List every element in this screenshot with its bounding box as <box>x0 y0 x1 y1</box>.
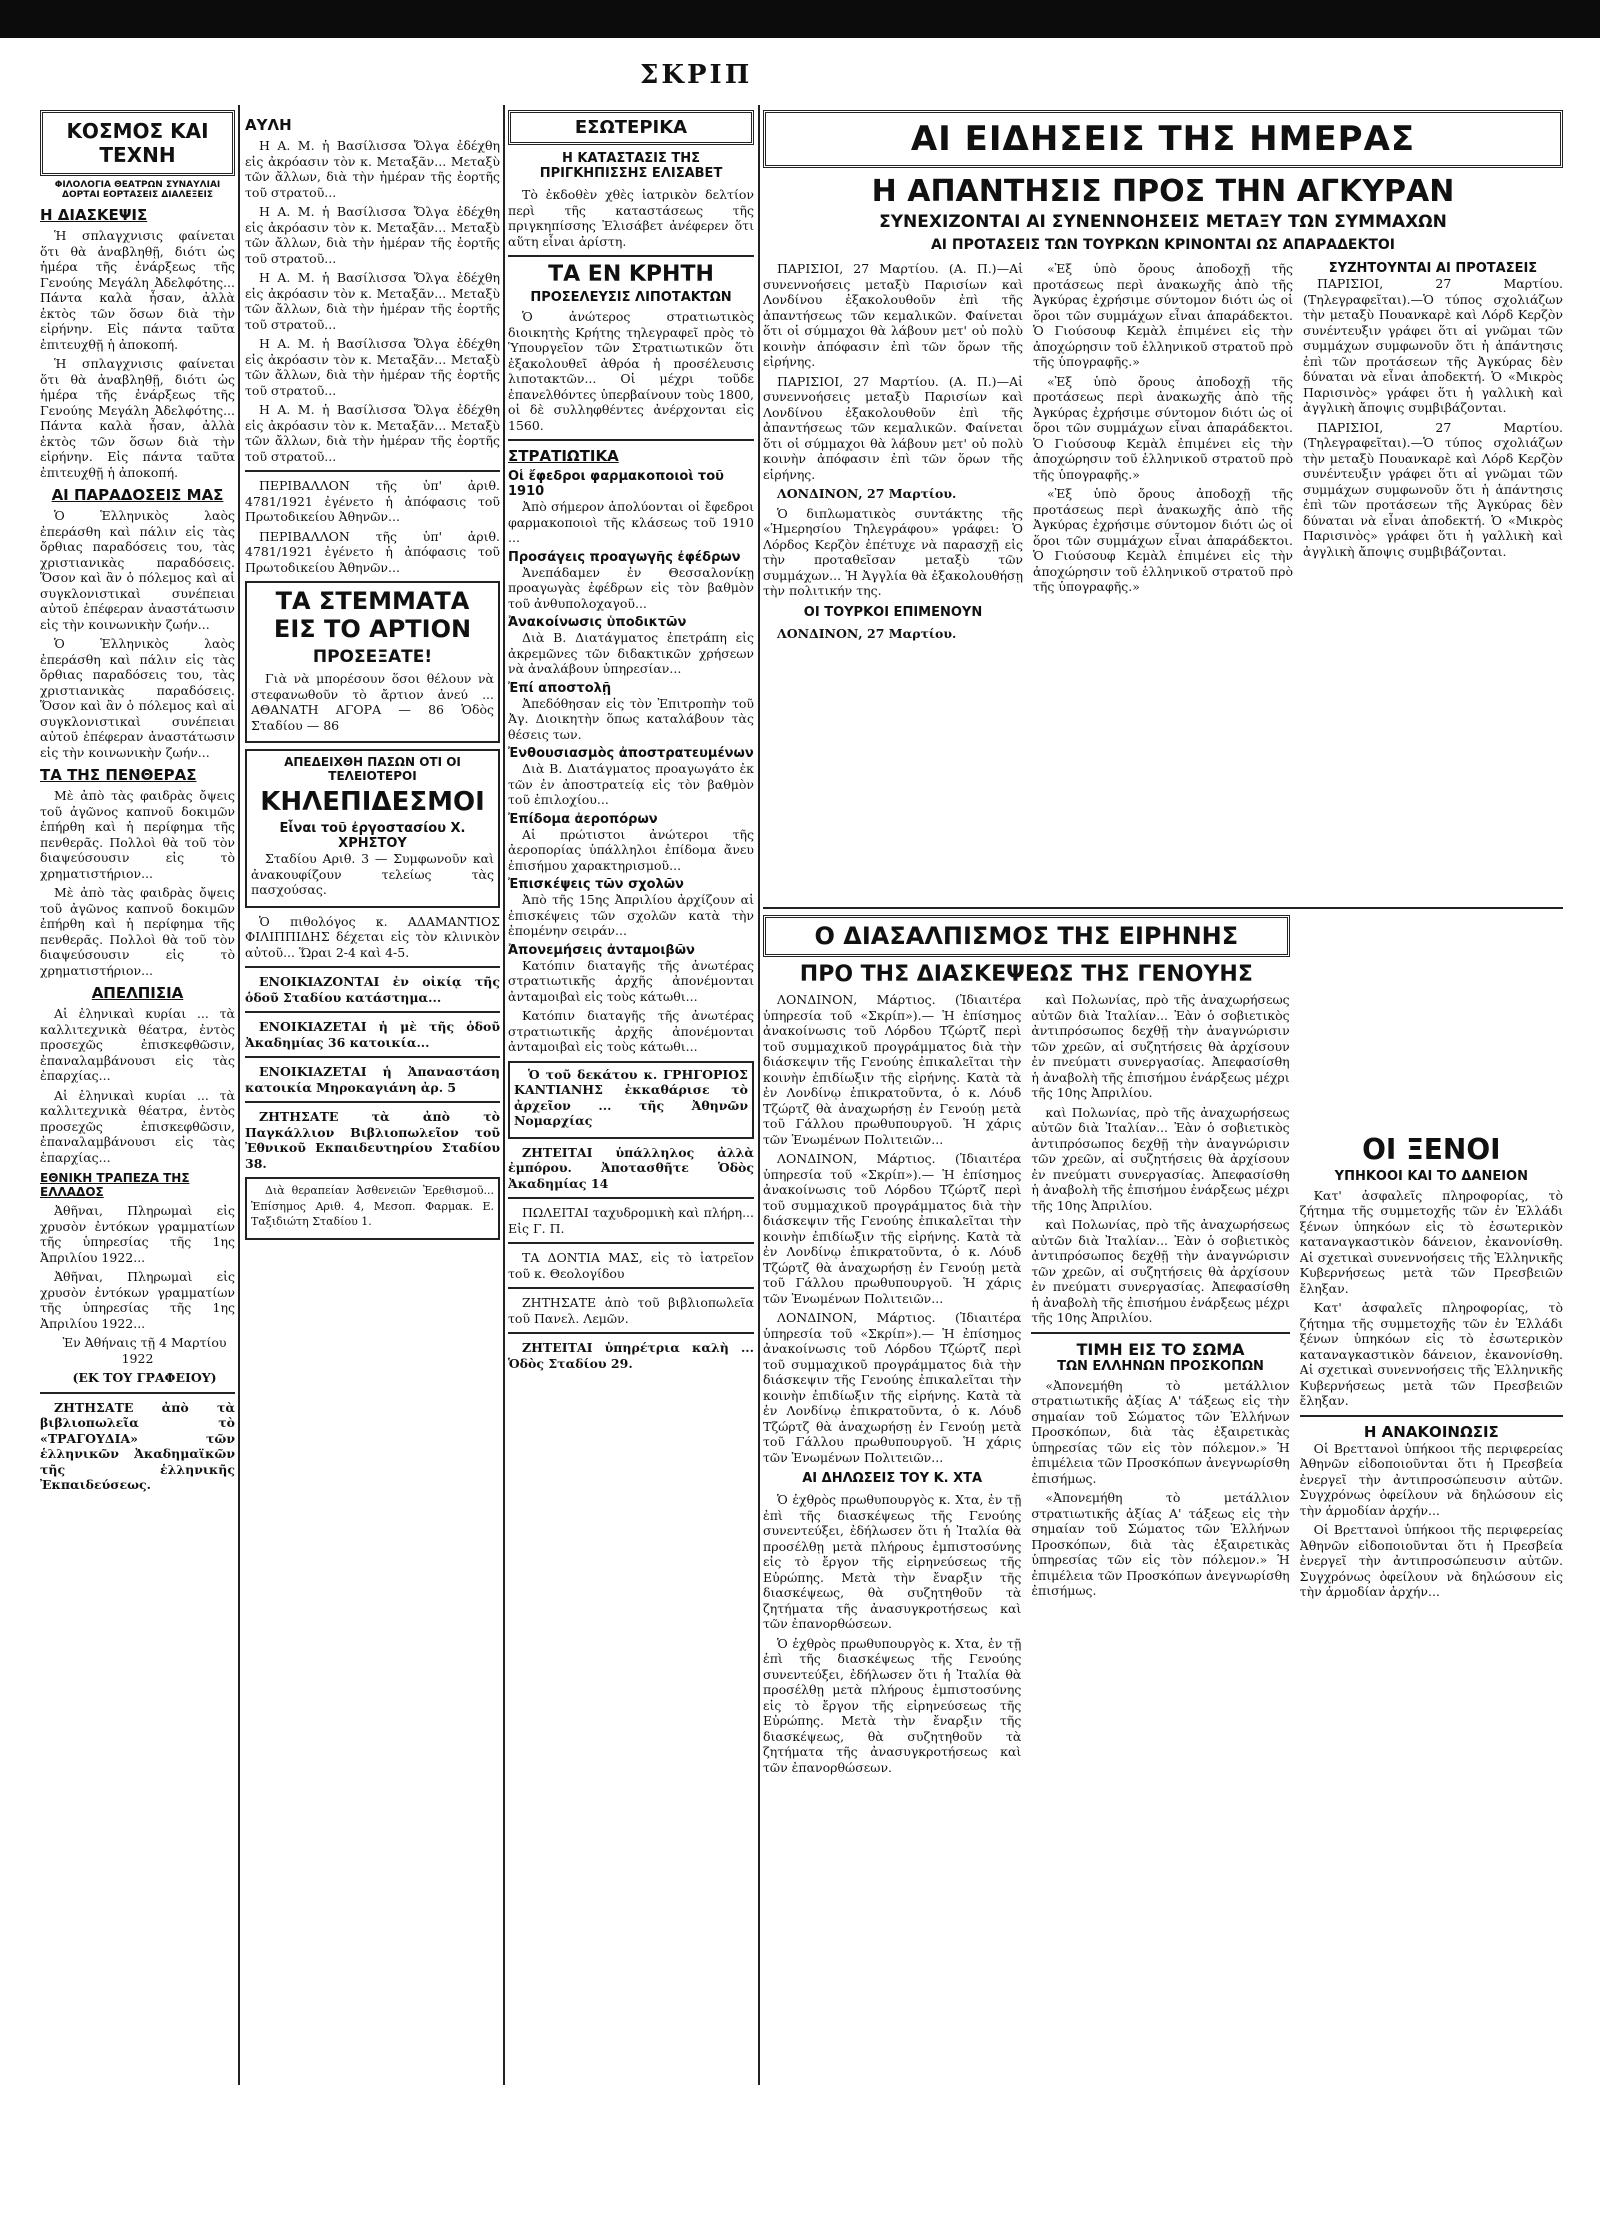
article-text: Κατ' ἀσφαλεῖς πληροφορίας, τὸ ζήτημα τῆς συμμετοχῆς τῶν ἐν Ἑλλάδι ξένων ὑπηκόων εἰς τὸ ἐσωτερικὸν καταναγκαστικὸν δάνειον, ἐκανονίσθη. Αἱ σχετικαὶ συνεννοήσεις τῆς Ἑλληνικῆς Κυβερνήσεως μετὰ τῶν Πρεσβειῶν ἔληξαν. <box>1299 1187 1563 1296</box>
divider <box>508 1332 754 1334</box>
story-column <box>1303 261 1563 901</box>
news-item-heading: Ἐπί αποστολῇ <box>508 680 612 696</box>
article-text: Διὰ B. Διατάγματος ἐπετράπη εἰς ἀκρεμῶνες τῶν διδακτικῶν χρήσεων νὰ ἀναλάβουν ὑπηρεσίαν... <box>508 630 754 677</box>
divider <box>245 1011 500 1013</box>
article-text: ΠΕΡΙΒΑΛΛΟΝ τῆς ὑπ' ἀριθ. 4781/1921 ἐγένετο ἡ ἀπόφασις τοῦ Πρωτοδικείου Ἀθηνῶν... <box>245 478 500 524</box>
article-heading: ΣΤΡΑΤΙΩΤΙΚΑ <box>508 447 619 466</box>
article-text: Ὁ διπλωματικὸς συντάκτης τῆς «Ἡμερησίου Τηλεγράφου» γράφει: Ὁ Λόρδος Κερζὸν ἐπέτυχε νὰ παρασχῇ εἰς τὴν προταθεῖσαν μεταξὺ τῶν συμμάχων... Ἡ Ἀγγλία θὰ ἐξακολουθήσῃ τὴν πολιτικήν της. <box>763 505 1023 599</box>
article-text: Αἱ ἐληνικαὶ κυρίαι ... τὰ καλλιτεχνικὰ θέατρα, ἐντὸς προσεχῶς ἐπισκεφθῶσιν, ἐπαναλαμβάνουσι εἰς τὰς ἐπαρχίας... <box>40 1087 235 1165</box>
divider <box>508 1287 754 1289</box>
classified-ad: ΖΗΤΗΣΑΤΕ ἀπὸ τοῦ βιβλιοπωλεῖα τοῦ Πανελ. Λεμῶν. <box>508 1295 754 1326</box>
advert-bandages <box>245 749 500 908</box>
article-subheading: ΥΠΗΚΟΟΙ ΚΑΙ ΤΟ ΔΑΝΕΙΟΝ <box>1334 1168 1528 1184</box>
classified-ad: ΕΝΟΙΚΙΑΖΕΤΑΙ ἡ Ἀπαναστάση κατοικία Μηροκαγιάνη ἀρ. 5 <box>245 1064 500 1095</box>
article-text: Ἡ σπλαγχνισις φαίνεται ὅτι θὰ ἀναβληθῇ, διότι ὡς ἡμέρα τῆς ἐνάρξεως τῆς Γενούης Μεγάλη Ἀδελφότης... Πάντα καλὰ ἦσαν, ἀλλὰ ἐκτὸς τῶν ὅσων διὰ τὴν εἰρήνην. Εἰς πάντα ταῦτα ἐπιτευχθῇ ἡ ἀποκοπή. <box>40 228 235 352</box>
signature-date: Ἐν Ἀθήναις τῇ 4 Μαρτίου 1922 <box>62 1335 227 1366</box>
news-item-heading: Ἀνακοίνωσις ὑποδικτῶν <box>508 615 687 631</box>
article-text: Ἀθῆναι, Πληρωμαὶ εἰς χρυσὸν ἐντόκων γραμματίων τῆς ὑπηρεσίας τῆς 1ης Ἀπριλίου 1922... <box>40 1269 235 1331</box>
article-text: Κατόπιν διαταγῆς τῆς ἀνωτέρας στρατιωτικῆς ἀρχῆς ἀπονέμονται ἀνταμοιβαὶ εἰς τοὺς κάτωθι... <box>508 1008 754 1055</box>
divider <box>245 1101 500 1103</box>
lower-story-columns <box>763 915 1563 2210</box>
divider <box>1031 1332 1289 1334</box>
news-item-heading: Ἀπονεμήσεις ἀνταμοιβῶν <box>508 942 695 958</box>
article-heading: Η ΔΙΑΣΚΕΨΙΣ <box>40 206 148 224</box>
article-subheading: ΣΥΖΗΤΟΥΝΤΑΙ ΑΙ ΠΡΟΤΑΣΕΙΣ <box>1328 261 1538 277</box>
signature-office: (ΕΚ ΤΟΥ ΓΡΑΦΕΙΟΥ) <box>72 1370 217 1385</box>
divider <box>245 966 500 968</box>
article-text: Τὸ ἐκδοθὲν χθὲς ἰατρικὸν δελτίον περὶ τῆς καταστάσεως τῆς πριγκηπίσσης Ἐλισάβετ ἀνέφερεν ὅτι αὕτη εἶναι ἀρίστη. <box>508 187 754 249</box>
article-subheading: ΤΩΝ ΕΛΛΗΝΩΝ ΠΡΟΣΚΟΠΩΝ <box>1057 1358 1264 1374</box>
classified-ad: ΕΝΟΙΚΙΑΖΟΝΤΑΙ ἐν οἰκίᾳ τῆς ὁδοῦ Σταδίου κατάστημα... <box>245 974 500 1005</box>
article-text: Αἱ ἐληνικαὶ κυρίαι ... τὰ καλλιτεχνικὰ θέατρα, ἐντὸς προσεχῶς ἐπισκεφθῶσιν, ἐπαναλαμβάνουσι εἰς τὰς ἐπαρχίας... <box>40 1006 235 1083</box>
article-text: Η Α. Μ. ἡ Βασίλισσα Ὄλγα ἐδέχθη εἰς ἀκρόασιν τὸν κ. Μεταξᾶν... Μεταξὺ τῶν ἄλλων, διὰ τὴν ἡμέραν τῆς ἐορτῆς τοῦ στρατοῦ... <box>245 270 500 332</box>
advert-body: Ὁ τοῦ δεκάτου κ. ΓΡΗΓΟΡΙΟΣ ΚΑΝΤΙΑΝΗΣ ἐκκαθάρισε τὸ ἀρχεῖον ... τῆς Ἀθηνῶν Νομαρχίας <box>514 1066 748 1129</box>
news-item-heading: Ἐπισκέψεις τῶν σχολῶν <box>508 877 684 893</box>
side-story-column <box>1300 915 1563 2210</box>
article-text: Ἀπεδόθησαν εἰς τὸν Ἐπιτροπὴν τοῦ Ἀγ. Διοικητὴν ὅπως καταλάβουν τὰς θέσεις των. <box>508 695 754 742</box>
article-text: Η Α. Μ. ἡ Βασίλισσα Ὄλγα ἐδέχθη εἰς ἀκρόασιν τὸν κ. Μεταξᾶν... Μεταξὺ τῶν ἄλλων, διὰ τὴν ἡμέραν τῆς ἐορτῆς τοῦ στρατοῦ... <box>245 336 500 398</box>
article-text: καὶ Πολωνίας, πρὸ τῆς ἀναχωρήσεως αὐτῶν διὰ Ἰταλίαν... Ἐὰν ὁ σοβιετικὸς ἀντιπρόσωπος δεχθῇ τὴν ἀναγνώρισιν τῶν χρεῶν, αἱ συζητήσεις θὰ ἀρχίσουν ἐν πνεύματι συνεργασίας. Ἀπεφασίσθη ἡ ἀναβολὴ τῆς ἐπισήμου ἐνάρξεως μέχρι τῆς 10ης Ἀπριλίου. <box>1031 1217 1290 1326</box>
dateline: ΛΟΝΔΙΝΟΝ, 27 Μαρτίου. <box>777 625 957 641</box>
classified-ad: ΖΗΤΗΣΑΤΕ τὰ ἀπὸ τὸ Παγκάλλιον Βιβλιοπωλεῖον τοῦ Ἐθνικοῦ Εκπαιδευτηρίου Σταδίου 38. <box>245 1109 500 1171</box>
story-column <box>1031 992 1289 1779</box>
article-text: Αἱ πρώτιστοι ἀνώτεροι τῆς ἀεροπορίας ὑπάλληλοι ἐπίδομα ἄνευ ἐπισήμου χαρακτηρισμοῦ... <box>508 826 754 873</box>
article-subheading: ΑΙ ΔΗΛΩΣΕΙΣ ΤΟΥ Κ. ΧΤΑ <box>802 1471 983 1487</box>
classified-ad: ΖΗΤΕΙΤΑΙ ὑπηρέτρια καλὴ ... Ὁδὸς Σταδίου 29. <box>508 1340 754 1371</box>
article-text: ΛΟΝΔΙΝΟΝ, Μάρτιος. (Ἰδιαιτέρα ὑπηρεσία τοῦ «Σκρίπ»).— Ἡ ἐπίσημος ἀνακοίνωσις τοῦ Λόρδου Τζώρτζ περὶ τοῦ συμμαχικοῦ προγράμματος διὰ τὴν διάσκεψιν τῆς Γενούης ἐπικαλεῖται τὴν κοινὴν ἐπιδίωξιν τῆς εἰρήνης. Κατὰ τὰ ἐν Λονδίνῳ ἐπικρατοῦντα, ὁ κ. Λόυδ Τζώρτζ θὰ ἀναχωρήσῃ ἐν Γενούῃ μετὰ τοῦ Γάλλου πρωθυπουργοῦ. Ἡ χάρις τῶν Ἑνωμένων Πολιτειῶν... <box>763 992 1022 1147</box>
article-text: Η Α. Μ. ἡ Βασίλισσα Ὄλγα ἐδέχθη εἰς ἀκρόασιν τὸν κ. Μεταξᾶν... Μεταξὺ τῶν ἄλλων, διὰ τὴν ἡμέραν τῆς ἐορτῆς τοῦ στρατοῦ... <box>245 402 500 464</box>
article-heading: ΑΠΕΛΠΙΣΙΑ <box>91 984 184 1002</box>
divider <box>763 907 1563 909</box>
divider <box>245 1056 500 1058</box>
advert-subtitle: Εἶναι τοῦ ἐργοστασίου Χ. ΧΡΗΣΤΟΥ <box>279 821 466 851</box>
article-text: Μὲ ἀπὸ τὰς φαιδρὰς ὄψεις τοῦ ἀγῶνος καπνοῦ δοκιμῶν ἐπήρθη καὶ ἡ περίφημα τῆς πενθερᾶς. Πολλοὶ θὰ τοῦ τὸν διαψεύσουσιν εἰς τὸ χρηματιστήριον... <box>40 885 235 978</box>
article-heading: ΟΙ ΞΕΝΟΙ <box>1362 1133 1501 1167</box>
article-text: Ἡ σπλαγχνισις φαίνεται ὅτι θὰ ἀναβληθῇ, διότι ὡς ἡμέρα τῆς ἐνάρξεως τῆς Γενούης Μεγάλη Ἀδελφότης... Πάντα καλὰ ἦσαν, ἀλλὰ ἐκτὸς τῶν ὅσων διὰ τὴν εἰρήνην. Εἰς πάντα ταῦτα ἐπιτευχθῇ ἡ ἀποκοπή. <box>40 356 235 480</box>
article-text: Κατ' ἀσφαλεῖς πληροφορίας, τὸ ζήτημα τῆς συμμετοχῆς τῶν ἐν Ἑλλάδι ξένων ὑπηκόων εἰς τὸ ἐσωτερικὸν καταναγκαστικὸν δάνειον, ἐκανονίσθη. Αἱ σχετικαὶ συνεννοήσεις τῆς Ἑλληνικῆς Κυβερνήσεως μετὰ τῶν Πρεσβειῶν ἔληξαν. <box>1299 1300 1563 1409</box>
article-text: «Ἀπονεμήθη τὸ μετάλλιον στρατιωτικῆς ἀξίας Α' τάξεως εἰς τὴν σημαίαν τοῦ Σώματος τῶν Ἑλλήνων Προσκόπων, διὰ τὰς ἐξαιρετικὰς ὑπηρεσίας τῶν εἰς τὸν πόλεμον.» Ἡ ἐπιμέλεια τῶν Προσκόπων ἀνεγνωρίσθη ἐπισήμως. <box>1031 1490 1290 1599</box>
divider <box>1300 1415 1563 1417</box>
headline: Η ΑΠΑΝΤΗΣΙΣ ΠΡΟΣ ΤΗΝ ΑΓΚΥΡΑΝ <box>871 174 1455 209</box>
article-text: Ὁ ἐχθρὸς πρωθυπουργὸς κ. Χτα, ἐν τῇ ἐπὶ τῆς διασκέψεως τῆς Γενούης συνεντεύξει, ἐδήλωσεν ὅτι ἡ Ἰταλία θὰ προσέλθῃ μετὰ πλήρους ἐμπιστοσύνης εἰς τὸ ἔργον τῆς εἰρηνεύσεως τῆς Εὐρώπης. Μετὰ τὴν ἔναρξιν τῆς διασκέψεως, θὰ συζητηθοῦν τὰ ζητήματα τῆς ἀνασυγκροτήσεως καὶ τῶν ἐπανορθώσεων. <box>763 1635 1022 1775</box>
article-text: Ἀθῆναι, Πληρωμαὶ εἰς χρυσὸν ἐντόκων γραμματίων τῆς ὑπηρεσίας τῆς 1ης Ἀπριλίου 1922... <box>40 1203 235 1265</box>
article-text: ΠΑΡΙΣΙΟΙ, 27 Μαρτίου. (Τηλεγραφεῖται).—Ὁ τύπος σχολιάζων τὴν μεταξὺ Πουανκαρὲ καὶ Λόρδ Κερζὸν συνέντευξιν γράφει ὅτι αἱ γνῶμαι τῶν συμμάχων συμφωνοῦν ὅτι ἡ ἀπάντησις ἐπὶ τῶν προτάσεων τῆς Ἀγκύρας δὲν δύναται νὰ εἶναι ἀποδεκτή. Ὁ «Μικρὸς Παρισινὸς» γράφει ὅτι ἡ γαλλικὴ καὶ ἀγγλικὴ ἄποψις συμβιβάζονται. <box>1303 276 1563 416</box>
article-text: Ὁ ἀνώτερος στρατιωτικὸς διοικητὴς Κρήτης τηλεγραφεῖ πρὸς τὸ Ὑπουργεῖον τῶν Στρατιωτικῶν ὅτι ἐξακολουθεῖ ἀθρόα ἡ προσέλευσις λιποτακτῶν... Οἱ μέχρι τοῦδε ἐπανελθόντες ὑπερβαίνουν τοὺς 1800, οἱ δὲ συλληφθέντες ἀνέρχονται εἰς 1560. <box>508 309 754 433</box>
advert-subtitle: ΠΡΟΣΕΞΑΤΕ! <box>312 647 433 667</box>
subheadline: ΣΥΝΕΧΙΖΟΝΤΑΙ ΑΙ ΣΥΝΕΝΝΟΗΣΕΙΣ ΜΕΤΑΞΥ ΤΩΝ ΣΥΜΜΑΧΩΝ <box>879 211 1447 232</box>
article-text: Η Α. Μ. ἡ Βασίλισσα Ὄλγα ἐδέχθη εἰς ἀκρόασιν τὸν κ. Μεταξᾶν... Μεταξὺ τῶν ἄλλων, διὰ τὴν ἡμέραν τῆς ἐορτῆς τοῦ στρατοῦ... <box>245 204 500 266</box>
news-item-heading: Οἱ ἔφεδροι φαρμακοποιοὶ τοῦ 1910 <box>508 469 724 500</box>
genoa-columns <box>763 992 1290 1779</box>
main-news <box>763 110 1563 2210</box>
dateline: ΛΟΝΔΙΝΟΝ, 27 Μαρτίου. <box>777 486 957 502</box>
section-title: ΕΣΩΤΕΡΙΚΑ <box>508 110 754 145</box>
column-rule <box>758 105 760 2085</box>
article-text: Ὁ ἐχθρὸς πρωθυπουργὸς κ. Χτα, ἐν τῇ ἐπὶ τῆς διασκέψεως τῆς Γενούης συνεντεύξει, ἐδήλωσεν ὅτι ἡ Ἰταλία θὰ προσέλθῃ μετὰ πλήρους ἐμπιστοσύνης εἰς τὸ ἔργον τῆς εἰρηνεύσεως τῆς Εὐρώπης. Μετὰ τὴν ἔναρξιν τῆς διασκέψεως, θὰ συζητηθοῦν τὰ ζητήματα τῆς ἀνασυγκροτήσεως καὶ τῶν ἐπανορθώσεων. <box>763 1492 1022 1632</box>
story-column <box>1033 261 1293 901</box>
classified-ad: ΤΑ ΔΟΝΤΙΑ ΜΑΣ, εἰς τὸ ἰατρεῖον τοῦ κ. Θεολογίδου <box>508 1250 754 1281</box>
article-heading: ΤΙΜΗ ΕΙΣ ΤΟ ΣΩΜΑ <box>1076 1339 1245 1359</box>
article-subheading: ΟΙ ΤΟΥΡΚΟΙ ΕΠΙΜΕΝΟΥΝ <box>803 604 983 620</box>
classified-ad: ΖΗΤΕΙΤΑΙ ὑπάλληλος ἀλλὰ ἐμπόρου. Ἀποτασθῆτε Ὁδὸς Ἀκαδημίας 14 <box>508 1144 754 1191</box>
top-story-columns <box>763 261 1563 901</box>
advert-body: Γιὰ νὰ μπορέσουν ὅσοι θέλουν νὰ στεφανωθοῦν τὸ ἄρτιον ἀνεύ ... ΑΘΑΝΑΤΗ ΑΓΟΡΑ — 86 Ὁδὸς Σταδίου — 86 <box>251 671 494 733</box>
article-text: «Ἐξ ὑπὸ ὄρους ἀποδοχῇ τῆς προτάσεως περὶ ἀνακωχῆς ἀπὸ τῆς Ἀγκύρας ἐχρήσιμε σύντομον διότι ὡς οἱ ὅροι τῶν συμμάχων εἶναι ἀπαράδεκτοι. Ὁ Γιούσουφ Κεμὰλ ἐπιμένει εἰς τὴν ἀποχώρησιν τοῦ ἑλληνικοῦ στρατοῦ πρὸ τῆς ὑπογραφῆς.» <box>1033 373 1293 482</box>
article-text: Ἀπὸ τῆς 15ης Ἀπριλίου ἀρχίζουν αἱ ἐπισκέψεις τῶν σχολῶν κατὰ τὴν ἐπομένην σειράν... <box>508 892 754 939</box>
headline: Ο ΔΙΑΣΑΛΠΙΣΜΟΣ ΤΗΣ ΕΙΡΗΝΗΣ <box>763 915 1290 957</box>
news-item-heading: Ἐπίδομα ἀεροπόρων <box>508 811 658 827</box>
article-text: καὶ Πολωνίας, πρὸ τῆς ἀναχωρήσεως αὐτῶν διὰ Ἰταλίαν... Ἐὰν ὁ σοβιετικὸς ἀντιπρόσωπος δεχθῇ τὴν ἀναγνώρισιν τῶν χρεῶν, αἱ συζητήσεις θὰ ἀρχίσουν ἐν πνεύματι συνεργασίας. Ἀπεφασίσθη ἡ ἀναβολὴ τῆς ἐπισήμου ἐνάρξεως μέχρι τῆς 10ης Ἀπριλίου. <box>1031 1104 1290 1213</box>
column-domestic <box>508 110 754 2210</box>
article-text: καὶ Πολωνίας, πρὸ τῆς ἀναχωρήσεως αὐτῶν διὰ Ἰταλίαν... Ἐὰν ὁ σοβιετικὸς ἀντιπρόσωπος δεχθῇ τὴν ἀναγνώρισιν τῶν χρεῶν, αἱ συζητήσεις θὰ ἀρχίσουν ἐν πνεύματι συνεργασίας. Ἀπεφασίσθη ἡ ἀναβολὴ τῆς ἐπισήμου ἐνάρξεως μέχρι τῆς 10ης Ἀπριλίου. <box>1031 992 1290 1101</box>
article-heading: ΑΙ ΠΑΡΑΔΟΣΕΙΣ ΜΑΣ <box>51 486 224 504</box>
article-text: ΛΟΝΔΙΝΟΝ, Μάρτιος. (Ἰδιαιτέρα ὑπηρεσία τοῦ «Σκρίπ»).— Ἡ ἐπίσημος ἀνακοίνωσις τοῦ Λόρδου Τζώρτζ περὶ τοῦ συμμαχικοῦ προγράμματος διὰ τὴν διάσκεψιν τῆς Γενούης ἐπικαλεῖται τὴν κοινὴν ἐπιδίωξιν τῆς εἰρήνης. Κατὰ τὰ ἐν Λονδίνῳ ἐπικρατοῦντα, ὁ κ. Λόυδ Τζώρτζ θὰ ἀναχωρήσῃ ἐν Γενούῃ μετὰ τοῦ Γάλλου πρωθυπουργοῦ. Ἡ χάρις τῶν Ἑνωμένων Πολιτειῶν... <box>763 1310 1022 1465</box>
classified-ad: ΕΝΟΙΚΙΑΖΕΤΑΙ ἡ μὲ τῆς ὁδοῦ Ἀκαδημίας 36 κατοικία... <box>245 1019 500 1050</box>
article-text: Η Α. Μ. ἡ Βασίλισσα Ὄλγα ἐδέχθη εἰς ἀκρόασιν τὸν κ. Μεταξᾶν... Μεταξὺ τῶν ἄλλων, διὰ τὴν ἡμέραν τῆς ἐορτῆς τοῦ στρατοῦ... <box>245 138 500 200</box>
section-title: ΚΟΣΜΟΣ ΚΑΙ ΤΕΧΝΗ <box>40 110 235 176</box>
divider <box>508 1242 754 1244</box>
advert-notice <box>508 1061 754 1139</box>
news-item-heading: Προσάγεις προαγωγῆς ἐφέδρων <box>508 549 741 565</box>
article-text: Μὲ ἀπὸ τὰς φαιδρὰς ὄψεις τοῦ ἀγῶνος καπνοῦ δοκιμῶν ἐπήρθη καὶ ἡ περίφημα τῆς πενθερᾶς. Πολλοὶ θὰ τοῦ τὸν διαψεύσουσιν εἰς τὸ χρηματιστήριον... <box>40 788 235 881</box>
article-text: Κατόπιν διαταγῆς τῆς ἀνωτέρας στρατιωτικῆς ἀρχῆς ἀπονέμονται ἀνταμοιβαὶ εἰς τοὺς κάτωθι... <box>508 957 754 1004</box>
advert-headline: ΚΗΛΕΠΙΔΕΣΜΟΙ <box>260 787 485 817</box>
classified-ad: ΠΩΛΕΙΤΑΙ ταχυδρομικὴ καὶ πλήρη... Εἰς Γ. Π. <box>508 1205 754 1236</box>
subheadline: ΠΡΟ ΤΗΣ ΔΙΑΣΚΕΨΕΩΣ ΤΗΣ ΓΕΝΟΥΗΣ <box>799 962 1253 988</box>
article-text: «Ἐξ ὑπὸ ὄρους ἀποδοχῇ τῆς προτάσεως περὶ ἀνακωχῆς ἀπὸ τῆς Ἀγκύρας ἐχρήσιμε σύντομον διότι ὡς οἱ ὅροι τῶν συμμάχων εἶναι ἀπαράδεκτοι. Ὁ Γιούσουφ Κεμὰλ ἐπιμένει εἰς τὴν ἀποχώρησιν τοῦ ἑλληνικοῦ στρατοῦ πρὸ τῆς ὑπογραφῆς.» <box>1033 486 1293 595</box>
article-heading: Η ΚΑΤΑΣΤΑΣΙΣ ΤΗΣ ΠΡΙΓΚΗΠΙΣΣΗΣ ΕΛΙΣΑΒΕΤ <box>539 151 723 181</box>
column-rule <box>238 105 240 2085</box>
article-heading: ΤΑ ΤΗΣ ΠΕΝΘΕΡΑΣ <box>40 766 197 784</box>
main-title: ΑΙ ΕΙΔΗΣΕΙΣ ΤΗΣ ΗΜΕΡΑΣ <box>763 110 1563 168</box>
genoa-story <box>763 915 1290 2210</box>
article-heading: ΤΑ ΕΝ ΚΡΗΤΗ <box>548 262 714 287</box>
article-heading: Η ΑΝΑΚΟΙΝΩΣΙΣ <box>1363 1422 1499 1441</box>
subheadline: ΑΙ ΠΡΟΤΑΣΕΙΣ ΤΩΝ ΤΟΥΡΚΩΝ ΚΡΙΝΟΝΤΑΙ ΩΣ ΑΠΑΡΑΔΕΚΤΟΙ <box>930 237 1396 254</box>
article-text: Ἀνεπάδαμεν ἐν Θεσσαλονίκῃ προαγωγὰς ἐφέδρων εἰς τὸν βαθμὸν τοῦ ἀνθυπολοχαγοῦ... <box>508 564 754 611</box>
divider <box>508 255 754 257</box>
advert-pharmacy <box>245 1177 500 1240</box>
masthead: ΣΚΡΙΠ <box>640 60 753 90</box>
story-column <box>763 261 1023 901</box>
article-text: Οἱ Βρεττανοὶ ὑπήκοοι τῆς περιφερείας Ἀθηνῶν εἰδοποιοῦνται ὅτι ἡ Πρεσβεία ἐνεργεῖ τὴν ἀντιπροσώπευσιν αὐτῶν. Συγχρόνως ὀφείλουν νὰ δηλώσουν εἰς τὴν ἁρμοδίαν ἀρχήν... <box>1299 1440 1563 1518</box>
article-text: Διὰ B. Διατάγματος προαγωγάτο ἐκ τῶν ἐν ἀποστρατείᾳ εἰς τὸν βαθμὸν τοῦ ἐπιλοχίου... <box>508 761 754 808</box>
article-text: ΛΟΝΔΙΝΟΝ, Μάρτιος. (Ἰδιαιτέρα ὑπηρεσία τοῦ «Σκρίπ»).— Ἡ ἐπίσημος ἀνακοίνωσις τοῦ Λόρδου Τζώρτζ περὶ τοῦ συμμαχικοῦ προγράμματος διὰ τὴν διάσκεψιν τῆς Γενούης ἐπικαλεῖται τὴν κοινὴν ἐπιδίωξιν τῆς εἰρήνης. Κατὰ τὰ ἐν Λονδίνῳ ἐπικρατοῦντα, ὁ κ. Λόυδ Τζώρτζ θὰ ἀναχωρήσῃ ἐν Γενούῃ μετὰ τοῦ Γάλλου πρωθυπουργοῦ. Ἡ χάρις τῶν Ἑνωμένων Πολιτειῶν... <box>763 1151 1022 1306</box>
advert-body: Διὰ θεραπείαν Ἀσθενειῶν Ἐρεθισμοῦ... Ἐπίσημος Αριθ. 4, Μεσοπ. Φαρμακ. Ε. Ταξιδιώτη Σταδίου 1. <box>251 1184 494 1228</box>
divider <box>245 470 500 472</box>
article-text: «Ἐξ ὑπὸ ὄρους ἀποδοχῇ τῆς προτάσεως περὶ ἀνακωχῆς ἀπὸ τῆς Ἀγκύρας ἐχρήσιμε σύντομον διότι ὡς οἱ ὅροι τῶν συμμάχων εἶναι ἀπαράδεκτοι. Ὁ Γιούσουφ Κεμὰλ ἐπιμένει εἰς τὴν ἀποχώρησιν τοῦ ἑλληνικοῦ στρατοῦ πρὸ τῆς ὑπογραφῆς.» <box>1033 261 1293 370</box>
advert-text: ΖΗΤΗΣΑΤΕ ἀπὸ τὰ βιβλιοπωλεῖα τὸ «ΤΡΑΓΟΥΔΙΑ» τῶν ἑλληνικῶν Ἀκαδημαϊκῶν τῆς ἑλληνικῆς Ἐκπαιδεύσεως. <box>40 1399 235 1492</box>
divider <box>40 1392 235 1394</box>
article-subheading: ΠΡΟΣΕΛΕΥΣΙΣ ΛΙΠΟΤΑΚΤΩΝ <box>530 290 732 306</box>
article-text: Ὁ Ἑλληνικὸς λαὸς ἐπεράσθη καὶ πάλιν εἰς τὰς ὄρθιας παραδόσεις του, τὰς χριστιανικὰς παραδόσεις. Ὅσον καὶ ἂν ὁ πόλεμος καὶ αἱ συγκλονιστικαὶ συνέπειαι αὐτοῦ ἐπέφεραν ἀναστάτωσιν εἰς τὴν κοινωνικὴν ζωήν... <box>40 508 235 632</box>
article-text: ΠΕΡΙΒΑΛΛΟΝ τῆς ὑπ' ἀριθ. 4781/1921 ἐγένετο ἡ ἀπόφασις τοῦ Πρωτοδικείου Ἀθηνῶν... <box>245 528 500 575</box>
article-text: Οἱ Βρεττανοὶ ὑπήκοοι τῆς περιφερείας Ἀθηνῶν εἰδοποιοῦνται ὅτι ἡ Πρεσβεία ἐνεργεῖ τὴν ἀντιπροσώπευσιν αὐτῶν. Συγχρόνως ὀφείλουν νὰ δηλώσουν εἰς τὴν ἁρμοδίαν ἀρχήν... <box>1299 1522 1563 1600</box>
column-court-ads <box>245 110 500 2210</box>
story-column <box>763 992 1021 1779</box>
article-text: ΠΑΡΙΣΙΟΙ, 27 Μαρτίου. (Τηλεγραφεῖται).—Ὁ τύπος σχολιάζων τὴν μεταξὺ Πουανκαρὲ καὶ Λόρδ Κερζὸν συνέντευξιν γράφει ὅτι αἱ γνῶμαι τῶν συμμάχων συμφωνοῦν ὅτι ἡ ἀπάντησις ἐπὶ τῶν προτάσεων τῆς Ἀγκύρας δὲν δύναται νὰ εἶναι ἀποδεκτή. Ὁ «Μικρὸς Παρισινὸς» γράφει ὅτι ἡ γαλλικὴ καὶ ἀγγλικὴ ἄποψις συμβιβάζονται. <box>1303 419 1563 559</box>
advert-body: Σταδίου Αριθ. 3 — Συμφωνοῦν καὶ ἀνακουφίζουν τελείως τὰς πασχούσας. <box>251 851 494 897</box>
column-culture <box>40 110 235 2210</box>
divider <box>508 1197 754 1199</box>
divider <box>508 439 754 441</box>
advert-title: ΑΠΕΔΕΙΧΘΗ ΠΑΣΩΝ ΟΤΙ ΟΙ ΤΕΛΕΙΟΤΕΡΟΙ <box>284 755 461 783</box>
article-text: Ἀπὸ σήμερον ἀπολύονται οἱ ἔφεδροι φαρμακοποιοὶ τῆς κλάσεως τοῦ 1910 ... <box>508 499 754 546</box>
advert-wedding-rings <box>245 581 500 743</box>
article-heading: ΕΘΝΙΚΗ ΤΡΑΠΕΖΑ ΤΗΣ ΕΛΛΑΔΟΣ <box>40 1171 190 1199</box>
article-text: ΠΑΡΙΣΙΟΙ, 27 Μαρτίου. (Α. Π.)—Αἱ συνεννοήσεις μεταξὺ Παρισίων καὶ Λονδίνου ἐξακολουθοῦν ἐπὶ τῆς ἀπαντήσεως τῶν κεμαλικῶν. Φαίνεται ὅτι οἱ σύμμαχοι θὰ λάβουν μετ' οὐ πολὺ κοινὴν ἀπόφασιν ἐπὶ τῶν ὅρων τῆς εἰρήνης. <box>763 373 1023 482</box>
section-subtitle: ΦΙΛΟΛΟΓΙΑ ΘΕΑΤΡΩΝ ΣΥΝΑΥΛΙΑΙ ΔΟΡΤΑΙ ΕΟΡΤΑΣΕΙΣ ΔΙΑΛΕΞΕΙΣ <box>54 180 221 200</box>
article-heading: ΑΥΛΗ <box>245 116 292 134</box>
notice-text: Ὁ πιθολόγος κ. ΑΔΑΜΑΝΤΙΟΣ ΦΙΛΙΠΠΙΔΗΣ δέχεται εἰς τὸν κλινικὸν αὐτοῦ... Ὥραι 2-4 καὶ 4-5. <box>245 913 500 960</box>
article-text: Ὁ Ἑλληνικὸς λαὸς ἐπεράσθη καὶ πάλιν εἰς τὰς ὄρθιας παραδόσεις του, τὰς χριστιανικὰς παραδόσεις. Ὅσον καὶ ἂν ὁ πόλεμος καὶ αἱ συγκλονιστικαὶ συνέπειαι αὐτοῦ ἐπέφεραν ἀναστάτωσιν εἰς τὴν κοινωνικὴν ζωήν... <box>40 636 235 760</box>
column-rule <box>503 105 505 2085</box>
scan-top-border <box>0 0 1600 38</box>
article-text: ΠΑΡΙΣΙΟΙ, 27 Μαρτίου. (Α. Π.)—Αἱ συνεννοήσεις μεταξὺ Παρισίων καὶ Λονδίνου ἐξακολουθοῦν ἐπὶ τῆς ἀπαντήσεως τῶν κεμαλικῶν. Φαίνεται ὅτι οἱ σύμμαχοι θὰ λάβουν μετ' οὐ πολὺ κοινὴν ἀπόφασιν ἐπὶ τῶν ὅρων τῆς εἰρήνης. <box>763 261 1023 370</box>
article-text: «Ἀπονεμήθη τὸ μετάλλιον στρατιωτικῆς ἀξίας Α' τάξεως εἰς τὴν σημαίαν τοῦ Σώματος τῶν Ἑλλήνων Προσκόπων, διὰ τὰς ἐξαιρετικὰς ὑπηρεσίας τῶν εἰς τὸν πόλεμον.» Ἡ ἐπιμέλεια τῶν Προσκόπων ἀνεγνωρίσθη ἐπισήμως. <box>1031 1377 1290 1486</box>
news-item-heading: Ἐνθουσιασμὸς ἀποστρατευμένων <box>508 746 754 762</box>
advert-title: ΤΑ ΣΤΕΜΜΑΤΑ ΕΙΣ ΤΟ ΑΡΤΙΟΝ <box>273 587 472 643</box>
